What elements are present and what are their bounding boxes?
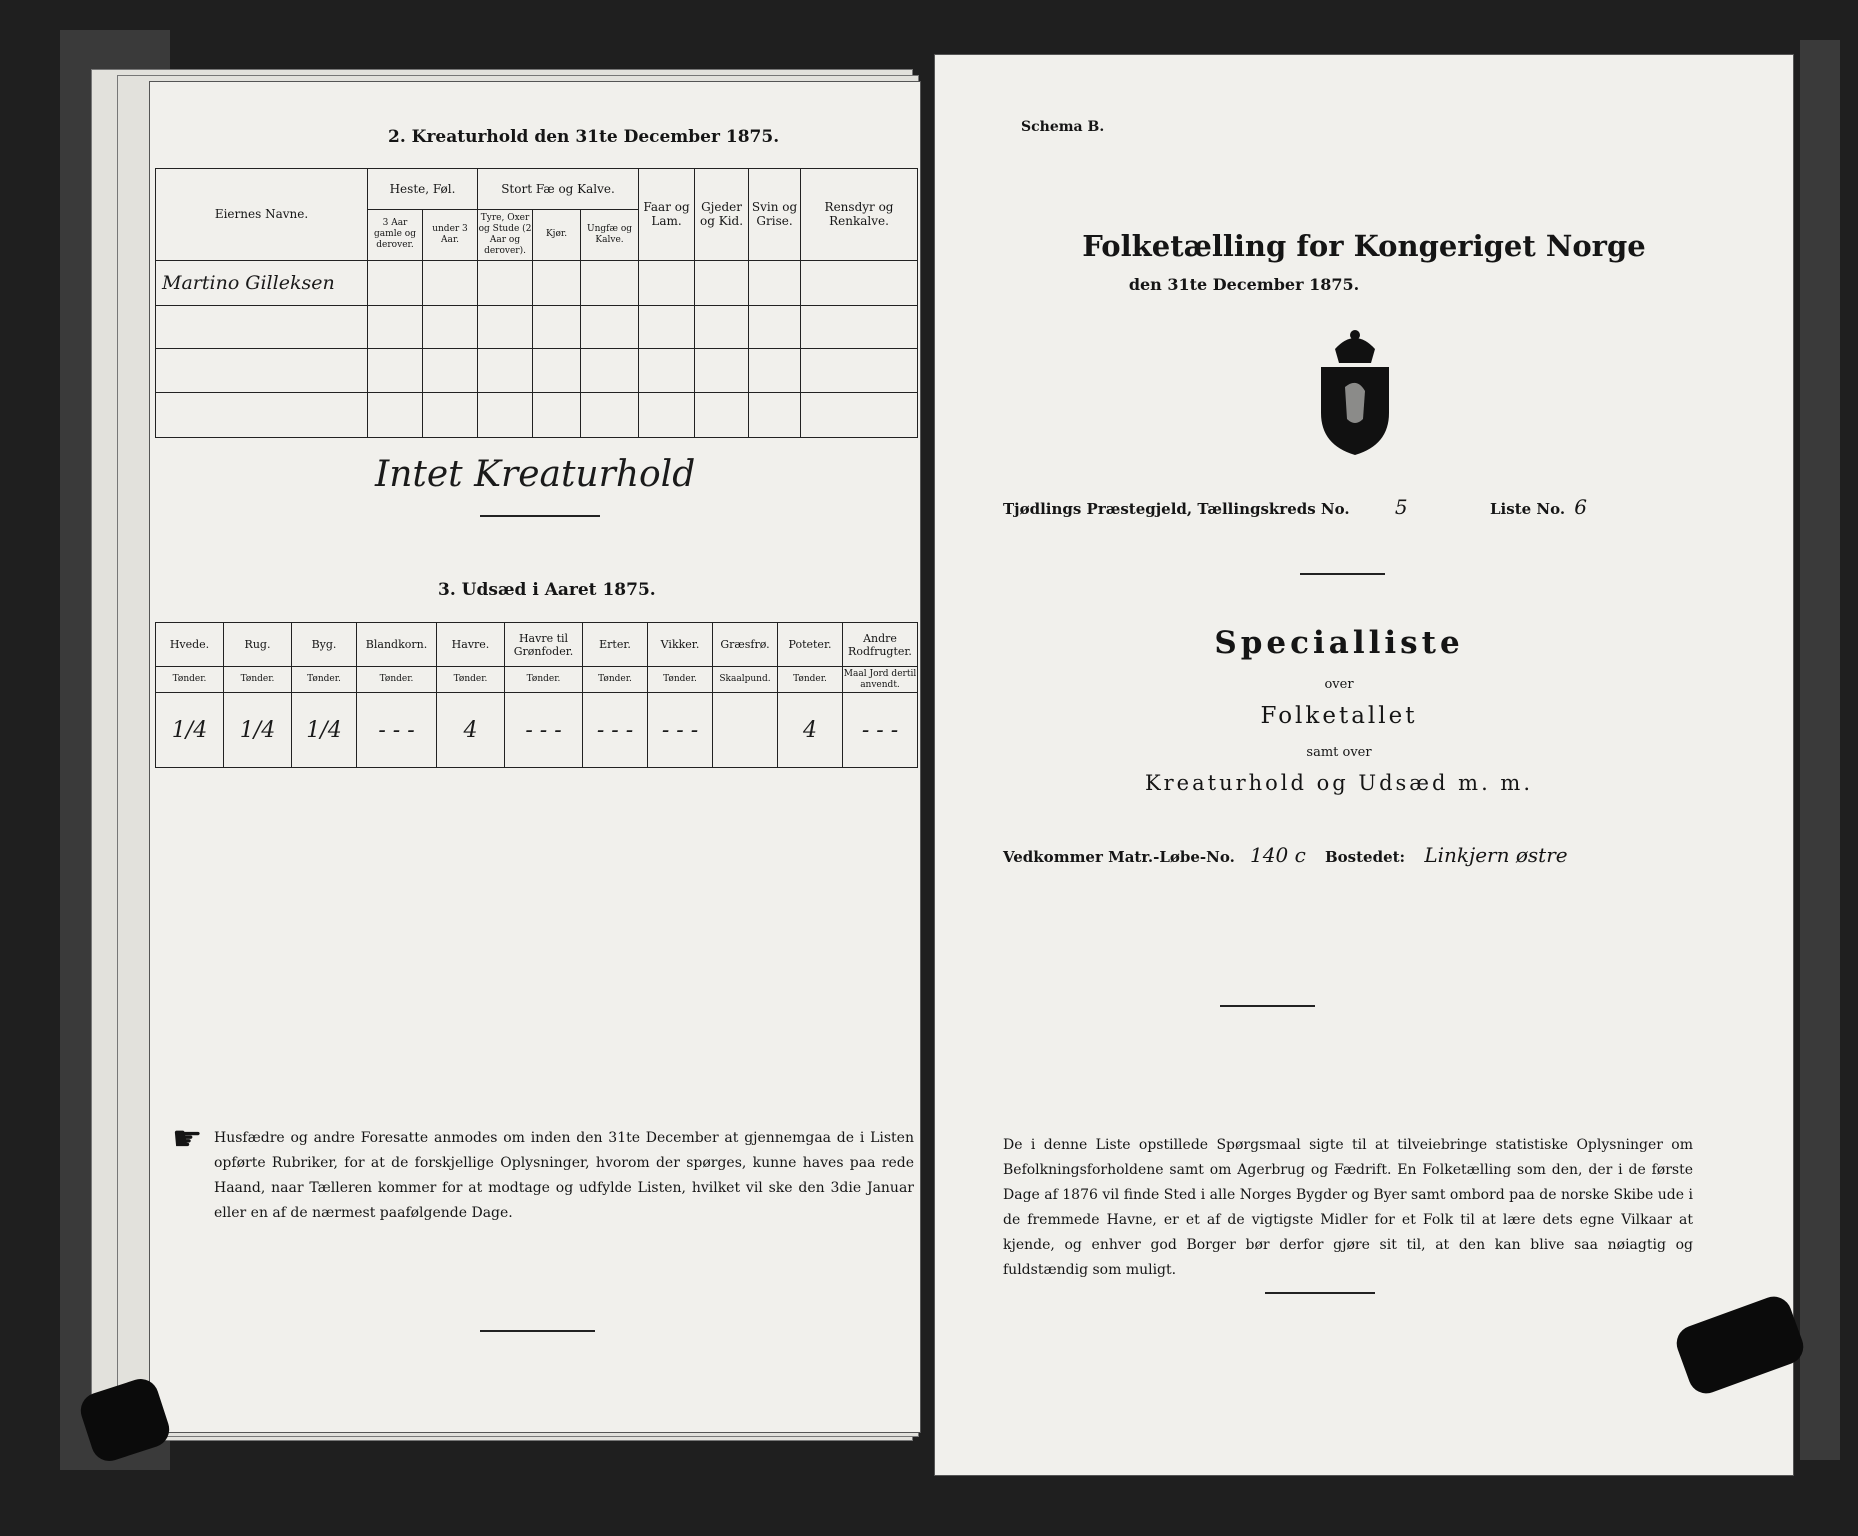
col-cattle-bulls: Tyre, Oxer og Stude (2 Aar og derover). — [478, 209, 533, 260]
sowing-value: 1/4 — [224, 693, 292, 768]
sowing-unit: Tønder. — [583, 667, 648, 693]
matr-line — [1003, 843, 1306, 867]
norway-coat-of-arms-icon — [1305, 327, 1405, 457]
table-cell — [639, 306, 695, 349]
sowing-value: - - - — [583, 693, 648, 768]
table-cell — [478, 392, 533, 437]
parish-line — [1003, 495, 1408, 519]
table-cell — [423, 349, 478, 392]
col-cattle-cows: Kjør. — [533, 209, 581, 260]
district-number: 5 — [1394, 495, 1408, 519]
table-cell — [801, 260, 918, 305]
divider — [1220, 1005, 1315, 1007]
census-date: den 31te December 1875. — [1128, 275, 1360, 294]
table-cell — [695, 349, 749, 392]
col-horses: Heste, Føl. — [368, 169, 478, 210]
divider — [480, 1330, 595, 1332]
livestock-section-title: 2. Kreaturhold den 31te December 1875. — [388, 127, 780, 147]
table-cell — [695, 306, 749, 349]
sowing-unit: Tønder. — [357, 667, 437, 693]
sowing-header: Byg. — [292, 623, 357, 667]
table-cell — [478, 260, 533, 305]
sowing-value: - - - — [648, 693, 713, 768]
col-owner: Eiernes Navne. — [156, 169, 368, 261]
sowing-header: Rug. — [224, 623, 292, 667]
sowing-header: Havre. — [437, 623, 505, 667]
table-cell — [695, 260, 749, 305]
table-cell — [478, 306, 533, 349]
sowing-header: Hvede. — [156, 623, 224, 667]
bosted-line — [1325, 843, 1568, 867]
sowing-header: Andre Rodfrugter. — [843, 623, 918, 667]
sowing-unit: Skaalpund. — [713, 667, 778, 693]
sowing-section-title: 3. Udsæd i Aaret 1875. — [438, 580, 656, 600]
table-cell — [156, 349, 368, 392]
sowing-unit: Tønder. — [778, 667, 843, 693]
sowing-unit: Tønder. — [437, 667, 505, 693]
census-title: Folketælling for Kongeriget Norge — [1082, 229, 1646, 263]
footer-text: De i denne Liste opstillede Spørgsmaal sigte til at tilveiebringe statistiske Oplysninger om Befolkningsforholdene samt om Agerbrug og Fædrift. En Folketælling som den, der i de første Dage af 1876 vil finde Sted i alle Norges Bygder og Byer samt ombord paa de norske Skibe ude i de fremmede Havne, er et af de vigtigste Midler for et Folk til at lære dets egne Vilkaar at kjende, og enhver god Borger bør derfor gjøre sit til, at den kan blive saa nøiagtig og fuldstændig som muligt. — [1003, 1137, 1693, 1278]
table-cell — [581, 349, 639, 392]
specialliste-heading: Specialliste — [1214, 625, 1464, 661]
bosted-value: Linkjern østre — [1424, 843, 1568, 867]
sowing-value: - - - — [357, 693, 437, 768]
sowing-unit: Maal Jord dertil anvendt. — [843, 667, 918, 693]
col-horses-old: 3 Aar gamle og derover. — [368, 209, 423, 260]
table-cell — [368, 306, 423, 349]
col-cattle-young: Ungfæ og Kalve. — [581, 209, 639, 260]
table-cell — [801, 349, 918, 392]
table-cell — [749, 349, 801, 392]
divider — [480, 515, 600, 517]
col-reindeer: Rensdyr og Renkalve. — [801, 169, 918, 261]
livestock-note: Intet Kreaturhold — [375, 454, 696, 495]
owner-name: Martino Gilleksen — [156, 260, 368, 305]
table-cell — [581, 306, 639, 349]
matr-number: 140 c — [1250, 843, 1306, 867]
table-cell — [368, 260, 423, 305]
table-cell — [581, 260, 639, 305]
col-horses-young: under 3 Aar. — [423, 209, 478, 260]
sowing-unit: Tønder. — [292, 667, 357, 693]
table-cell — [156, 306, 368, 349]
list-line — [1490, 495, 1587, 519]
sowing-value: 1/4 — [156, 693, 224, 768]
col-cattle: Stort Fæ og Kalve. — [478, 169, 639, 210]
table-cell — [533, 260, 581, 305]
matr-label: Vedkommer Matr.-Løbe-No. — [1003, 848, 1235, 866]
livestock-table — [155, 168, 918, 438]
folketallet-text: Folketallet — [1260, 703, 1418, 729]
divider — [1300, 573, 1385, 575]
sowing-header: Vikker. — [648, 623, 713, 667]
table-cell — [749, 306, 801, 349]
sowing-table — [155, 622, 918, 768]
bosted-label: Bostedet: — [1325, 848, 1406, 866]
table-cell — [368, 349, 423, 392]
table-cell — [368, 392, 423, 437]
sowing-header: Blandkorn. — [357, 623, 437, 667]
sowing-header: Poteter. — [778, 623, 843, 667]
sowing-value: 4 — [437, 693, 505, 768]
schema-label: Schema B. — [1021, 119, 1105, 135]
table-cell — [156, 392, 368, 437]
table-cell — [639, 260, 695, 305]
table-cell — [423, 260, 478, 305]
divider — [1265, 1292, 1375, 1294]
table-cell — [639, 392, 695, 437]
notice-text: Husfædre og andre Foresatte anmodes om inden den 31te December at gjennemgaa de i Listen opførte Rubriker, for at de forskjellige Oplysninger, hvorom der spørges, kunne haves paa rede Haand, naar Tælleren kommer for at modtage og udfylde Listen, hvilket vil ske den 3die Januar eller en af de nærmest paafølgende Dage. — [214, 1130, 914, 1221]
sowing-value: 1/4 — [292, 693, 357, 768]
table-cell — [423, 306, 478, 349]
subtitle: Kreaturhold og Udsæd m. m. — [1144, 771, 1534, 795]
table-cell — [478, 349, 533, 392]
table-cell — [581, 392, 639, 437]
table-cell — [801, 306, 918, 349]
table-cell — [639, 349, 695, 392]
table-cell — [749, 392, 801, 437]
sowing-unit: Tønder. — [224, 667, 292, 693]
scan-border-right — [1800, 40, 1840, 1460]
right-page — [935, 55, 1793, 1475]
col-pigs: Svin og Grise. — [749, 169, 801, 261]
table-cell — [423, 392, 478, 437]
sowing-unit: Tønder. — [648, 667, 713, 693]
sowing-value: 4 — [778, 693, 843, 768]
table-cell — [695, 392, 749, 437]
table-cell — [749, 260, 801, 305]
samt-over-text: samt over — [1306, 745, 1372, 760]
table-cell — [801, 392, 918, 437]
table-cell — [533, 349, 581, 392]
sowing-value — [713, 693, 778, 768]
sowing-header: Erter. — [583, 623, 648, 667]
list-label: Liste No. — [1490, 500, 1566, 518]
table-cell — [533, 392, 581, 437]
left-page — [150, 82, 920, 1432]
pointing-hand-icon: ☛ — [172, 1119, 203, 1159]
col-sheep: Faar og Lam. — [639, 169, 695, 261]
table-cell — [533, 306, 581, 349]
list-number: 6 — [1574, 495, 1588, 519]
sowing-header: Havre til Grønfoder. — [505, 623, 583, 667]
sowing-header: Græsfrø. — [713, 623, 778, 667]
sowing-unit: Tønder. — [156, 667, 224, 693]
parish-label: Tjødlings Præstegjeld, Tællingskreds No. — [1003, 500, 1350, 518]
col-goats: Gjeder og Kid. — [695, 169, 749, 261]
over-text: over — [1324, 677, 1354, 692]
sowing-value: - - - — [843, 693, 918, 768]
sowing-unit: Tønder. — [505, 667, 583, 693]
sowing-value: - - - — [505, 693, 583, 768]
